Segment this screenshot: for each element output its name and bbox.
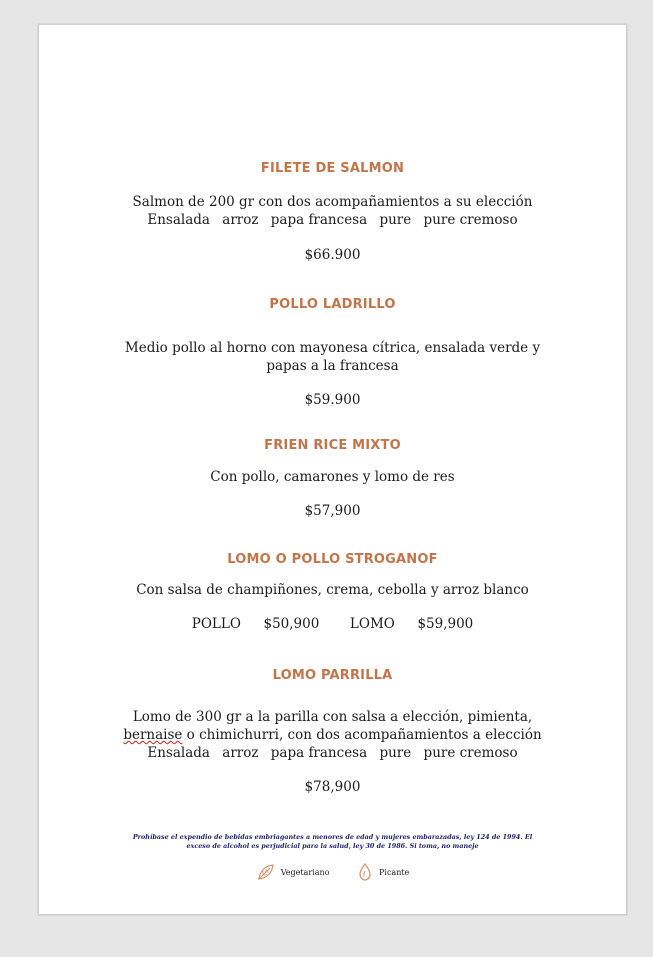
- menu-page: [38, 24, 627, 915]
- dish-description: [39, 708, 626, 762]
- chili-icon: [356, 862, 374, 882]
- description-line: [39, 726, 626, 744]
- dish-price: $57,900: [304, 503, 361, 519]
- dish-price: $66.900: [304, 247, 361, 263]
- spellcheck-word[interactable]: bernaise: [123, 727, 183, 743]
- description-text: o chimichurri, con dos acompañamientos a elección: [182, 727, 542, 743]
- dietary-legend: [39, 862, 626, 884]
- side-option: Ensalada: [147, 745, 210, 761]
- dish-title: FRIEN RICE MIXTO: [264, 438, 401, 453]
- description-line: Medio pollo al horno con mayonesa cítrica, ensalada verde y: [124, 340, 541, 356]
- side-option: papa francesa: [270, 745, 368, 761]
- side-option: arroz: [222, 745, 259, 761]
- price-option-label: POLLO: [191, 616, 241, 632]
- description-line: Lomo de 300 gr a la parilla con salsa a elección, pimienta,: [132, 709, 533, 725]
- dish-title: FILETE DE SALMON: [260, 161, 405, 176]
- leaf-icon: [256, 862, 276, 882]
- dish-description: Con pollo, camarones y lomo de res: [210, 469, 455, 485]
- legend-spicy: [356, 862, 409, 882]
- legend-vegetarian: [256, 862, 330, 882]
- dish-title: POLLO LADRILLO: [269, 297, 396, 312]
- dish-description: Con salsa de champiñones, crema, cebolla y arroz blanco: [136, 582, 529, 598]
- side-option: pure cremoso: [423, 212, 518, 228]
- price-option-value: $50,900: [263, 616, 320, 632]
- legend-label: Vegetariano: [280, 867, 330, 877]
- legal-line: exceso de alcohol es perjudicial para la salud, ley 30 de 1986. Si toma, no maneje: [186, 842, 479, 850]
- dish-description: Salmon de 200 gr con dos acompañamientos a su elección: [132, 194, 533, 210]
- side-option: Ensalada: [147, 212, 210, 228]
- dish-price-options: [39, 616, 626, 632]
- legal-line: Prohíbase el expendio de bebidas embriagantes a menores de edad y mujeres embarazadas, ley 124 de 1994. El: [132, 833, 533, 841]
- legend-label: Picante: [379, 867, 410, 877]
- description-line: papas a la francesa: [266, 358, 399, 374]
- price-option-value: $59,900: [417, 616, 474, 632]
- dish-price: $59.900: [304, 392, 361, 408]
- dish-description: [39, 339, 626, 375]
- dish-title: LOMO O POLLO STROGANOF: [227, 552, 438, 567]
- dish-sides: [39, 211, 626, 229]
- dish-title: LOMO PARRILLA: [272, 668, 393, 683]
- dish-sides: [39, 744, 626, 762]
- price-option-label: LOMO: [349, 616, 395, 632]
- side-option: arroz: [222, 212, 259, 228]
- side-option: pure: [379, 212, 412, 228]
- side-option: pure: [379, 745, 412, 761]
- legal-notice: [39, 833, 626, 851]
- side-option: pure cremoso: [423, 745, 518, 761]
- dish-price: $78,900: [304, 779, 361, 795]
- side-option: papa francesa: [270, 212, 368, 228]
